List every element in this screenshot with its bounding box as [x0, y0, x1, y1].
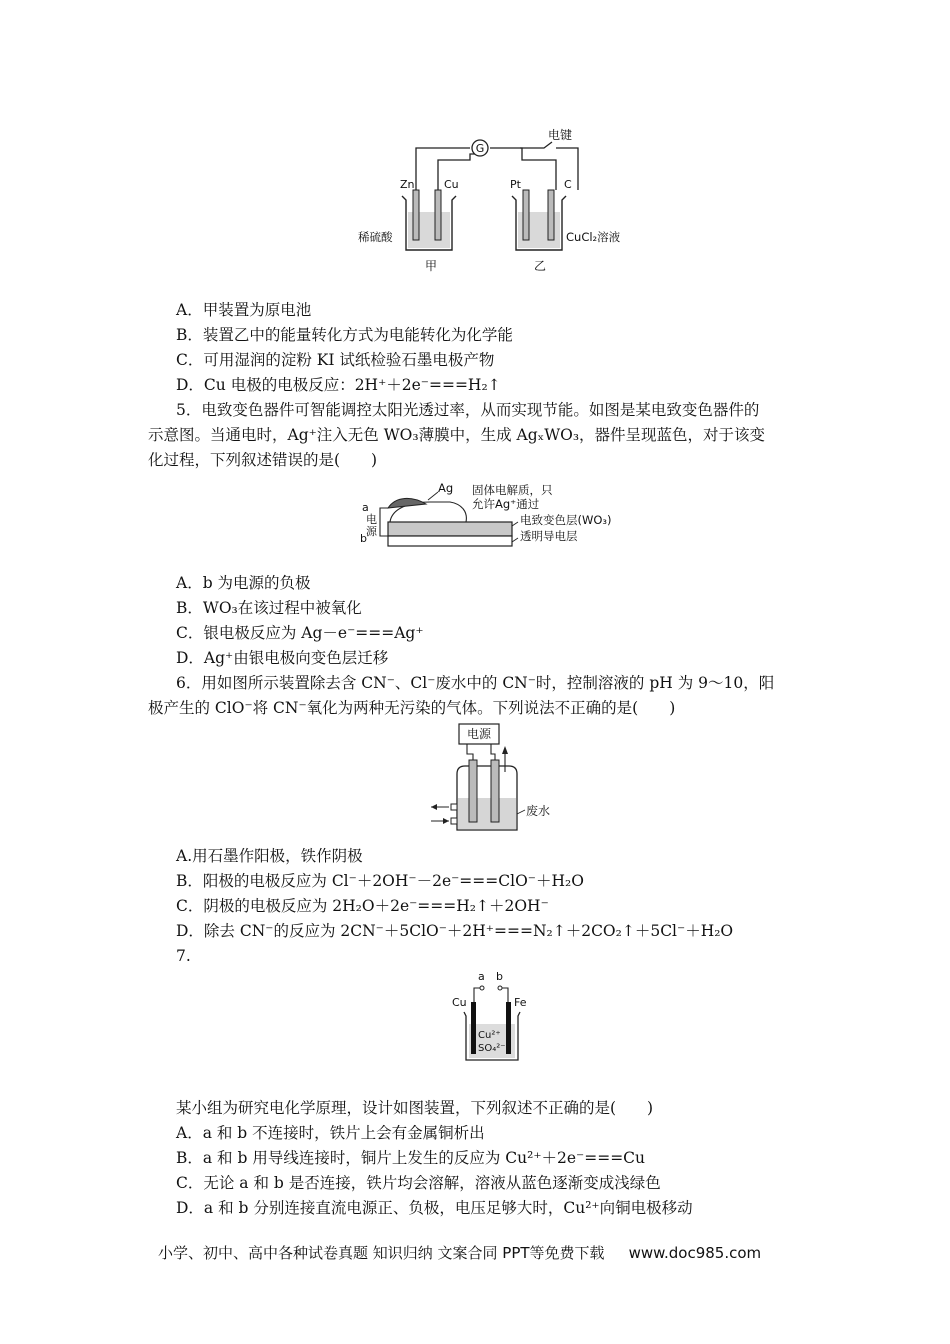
q7-option-a: A．a 和 b 不连接时，铁片上会有金属铜析出: [176, 1124, 485, 1142]
cu-ion-label: Cu²⁺: [478, 1030, 501, 1041]
q6-option-b: B．阳极的电极反应为 Cl⁻＋2OH⁻－2e⁻===ClO⁻＋H₂O: [176, 872, 584, 890]
q6-option-d: D．除去 CN⁻的反应为 2CN⁻＋5ClO⁻＋2H⁺===N₂↑＋2CO₂↑＋5Cl⁻＋H₂O: [176, 922, 734, 940]
q6-stem-line-2: 极产生的 ClO⁻将 CN⁻氧化为两种无污染的气体。下列说法不正确的是( ): [148, 699, 676, 717]
zn-label: Zn: [400, 178, 415, 191]
page-footer: [158, 1242, 761, 1263]
q5-stem-line-3: 化过程，下列叙述错误的是( ): [148, 451, 378, 469]
layer-wo3-label: 电致变色层(WO₃): [520, 513, 612, 527]
q5-option-d: D．Ag⁺由银电极向变色层迁移: [176, 649, 389, 667]
electrolyte-label-2: 允许Ag⁺通过: [472, 497, 540, 511]
q6-stem-line-1: 6．用如图所示装置除去含 CN⁻、Cl⁻废水中的 CN⁻时，控制溶液的 pH 为 9～10，阳: [176, 674, 775, 692]
q5-stem-line-1: 5．电致变色器件可智能调控太阳光透过率，从而实现节能。如图是某电致变色器件的: [176, 401, 760, 419]
q4-option-b: B．装置乙中的能量转化方式为电能转化为化学能: [176, 326, 513, 344]
q7-option-b: B．a 和 b 用导线连接时，铜片上发生的反应为 Cu²⁺＋2e⁻===Cu: [176, 1149, 646, 1167]
q7-option-d: D．a 和 b 分别连接直流电源正、负极，电压足够大时，Cu²⁺向铜电极移动: [176, 1199, 693, 1217]
q5-option-a: A．b 为电源的负极: [176, 574, 311, 592]
q5-stem-line-2: 示意图。当通电时，Ag⁺注入无色 WO₃薄膜中，生成 AgₓWO₃，器件呈现蓝色，对于该变: [148, 426, 766, 444]
footer-text: 小学、初中、高中各种试卷真题 知识归纳 文案合同 PPT等免费下载: [158, 1244, 605, 1262]
cu-label: Cu: [444, 178, 459, 191]
beaker-a-label: 甲: [425, 259, 438, 273]
q6-option-a: A.用石墨作阳极，铁作阴极: [176, 847, 363, 865]
footer-url[interactable]: www.doc985.com: [628, 1244, 762, 1262]
q5-option-b: B．WO₃在该过程中被氧化: [176, 599, 362, 617]
cu-fe-cell-figure: [450, 968, 540, 1072]
q4-option-a: A．甲装置为原电池: [176, 301, 312, 319]
electrochemical-cells-figure: [358, 120, 650, 280]
c-label: C: [564, 178, 572, 191]
q7-stem: 某小组为研究电化学原理，设计如图装置，下列叙述不正确的是( ): [176, 1099, 654, 1117]
beaker-b-label: 乙: [534, 259, 547, 273]
q7-number: 7.: [176, 947, 191, 965]
sulfate-ion-label: SO₄²⁻: [478, 1043, 506, 1054]
power-label-1: 电: [366, 513, 377, 526]
q6-option-c: C．阴极的电极反应为 2H₂O＋2e⁻===H₂↑＋2OH⁻: [176, 897, 549, 915]
terminal-b-label: b: [496, 970, 503, 983]
terminal-a-label: a: [478, 970, 485, 983]
q7-option-c: C．无论 a 和 b 是否连接，铁片均会溶解，溶液从蓝色逐渐变成浅绿色: [176, 1174, 661, 1192]
lead-b-label: b: [360, 532, 367, 545]
power-box-label: 电源: [466, 727, 492, 741]
q4-option-c: C．可用湿润的淀粉 KI 试纸检验石墨电极产物: [176, 351, 495, 369]
power-label-2: 源: [366, 525, 377, 538]
lead-a-label: a: [362, 501, 369, 514]
galvanometer-label: G: [475, 142, 485, 155]
acid-label: 稀硫酸: [358, 230, 393, 244]
q5-option-c: C．银电极反应为 Ag－e⁻===Ag⁺: [176, 624, 424, 642]
q4-option-d: D．Cu 电极的电极反应：2H⁺＋2e⁻===H₂↑: [176, 376, 501, 394]
wastewater-electrolysis-figure: [425, 720, 565, 842]
cu-electrode-label: Cu: [452, 996, 467, 1009]
layer-conductive-label: 透明导电层: [520, 529, 578, 543]
wastewater-label: 废水: [526, 804, 551, 818]
solution-label: CuCl₂溶液: [566, 230, 621, 244]
fe-electrode-label: Fe: [514, 996, 527, 1009]
switch-label: 电键: [548, 128, 573, 142]
electrochromic-device-figure: [350, 478, 650, 552]
ag-label: Ag: [438, 481, 454, 495]
electrolyte-label-1: 固体电解质，只: [472, 483, 553, 497]
pt-label: Pt: [510, 178, 521, 191]
